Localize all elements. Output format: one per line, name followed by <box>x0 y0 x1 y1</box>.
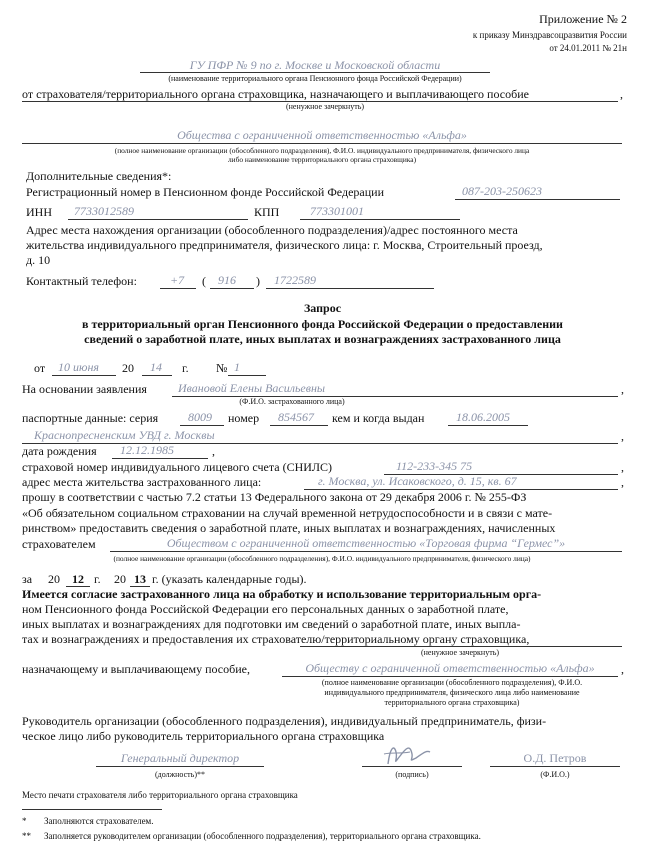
assign-label: назначающему и выплачивающему пособие, <box>22 662 250 676</box>
order-date: от 24.01.2011 № 21н <box>549 43 627 53</box>
inn-line <box>68 219 248 220</box>
assign-caption-2: индивидуального предпринимателя, физического лица либо наименование <box>324 688 580 697</box>
phone-code-line <box>160 288 196 289</box>
head-line-1: Руководитель организации (обособленного подразделения), индивидуальный предприниматель, физи- <box>22 714 547 728</box>
passport-issued-by-line <box>22 443 618 444</box>
basis-value[interactable]: Ивановой Елены Васильевны <box>178 381 326 395</box>
head-line-2: ческое лицо либо руководитель территориального органа страховщика <box>22 729 385 743</box>
phone-number-line <box>266 288 434 289</box>
passport-number-line <box>270 425 328 426</box>
phone-area-code[interactable]: 916 <box>218 273 236 287</box>
period-century-2: 20 <box>114 572 126 586</box>
residence-label: адрес места жительства застрахованного лица: <box>22 475 262 489</box>
signature-name[interactable]: О.Д. Петров <box>523 751 587 765</box>
request-line-1: в территориальный орган Пенсионного фонда Российской Федерации о предоставлении <box>82 317 563 331</box>
insurer-line <box>110 551 622 552</box>
from-line-comma: , <box>620 87 623 101</box>
passport-issued-date[interactable]: 18.06.2005 <box>456 410 510 424</box>
phone-area-line <box>210 288 254 289</box>
body-line-2: «Об обязательном социальном страховании на случай временной нетрудоспособности и в связи с мате- <box>22 506 553 520</box>
passport-issued-by[interactable]: Краснопресненским УВД г. Москвы <box>34 428 215 442</box>
consent-line-4: тах и вознаграждениях и предоставления их страхователю/территориальному органу страховщика, <box>22 632 530 646</box>
assign-caption-1: (полное наименование организации (обособленного подразделения), Ф.И.О. <box>321 678 583 687</box>
from-line-caption: (ненужное зачеркнуть) <box>285 102 365 111</box>
signature-position-line <box>96 766 264 767</box>
consent-underline <box>300 646 622 647</box>
organization-value[interactable]: Общества с ограниченной ответственностью «Альфа» <box>177 128 467 142</box>
request-title: Запрос <box>303 301 342 315</box>
period-g-1: г. <box>94 572 101 586</box>
footnote-1: Заполняются страхователем. <box>44 816 154 826</box>
assign-line <box>282 676 618 677</box>
passport-number-label: номер <box>228 411 260 425</box>
birth-label: дата рождения <box>22 444 97 458</box>
body-line-3: ринством» предоставить сведения о заработной плате, иных выплатах и вознаграждениях, начисленных <box>22 521 556 535</box>
consent-line-1: Имеется согласие застрахованного лица на обработку и использование территориальным орга- <box>22 587 542 601</box>
from-line-text: от страхователя/территориального органа страховщика, назначающего и выплачивающего пособие <box>22 87 529 101</box>
passport-comma: , <box>621 429 624 443</box>
period-g-2: г. (указать календарные годы). <box>152 572 307 586</box>
request-number-line <box>228 375 266 376</box>
phone-open-paren: ( <box>202 274 206 288</box>
snils-value[interactable]: 112-233-345 75 <box>396 459 473 473</box>
snils-label: страховой номер индивидуального лицевого счета (СНИЛС) <box>22 460 333 474</box>
assign-comma: , <box>621 662 624 676</box>
signature-line <box>362 766 462 767</box>
period-year-1[interactable]: 12 <box>72 572 84 586</box>
period-year-2[interactable]: 13 <box>134 572 146 586</box>
signature-caption: (подпись) <box>395 770 429 779</box>
residence-value[interactable]: г. Москва, ул. Исаковского, д. 15, кв. 67 <box>318 474 517 488</box>
appendix-number: Приложение № 2 <box>539 12 627 26</box>
snils-comma: , <box>621 460 624 474</box>
signature-position-caption: (должность)** <box>155 770 205 779</box>
address-line-2: жительства индивидуального предпринимателя, физического лица: г. Москва, Строительный проезд, <box>26 238 543 252</box>
request-day[interactable]: 10 июня <box>58 360 99 374</box>
inn-label: ИНН <box>26 205 52 219</box>
signature-position[interactable]: Генеральный директор <box>120 751 240 765</box>
organization-caption-2: либо наименование территориального органа страховщика) <box>227 155 417 164</box>
assign-value[interactable]: Обществу с ограниченной ответственностью «Альфа» <box>305 661 595 675</box>
signature-name-line <box>490 766 620 767</box>
request-century: 20 <box>122 361 134 375</box>
basis-comma: , <box>621 382 624 396</box>
assign-caption-3: территориального органа страховщика) <box>384 698 520 707</box>
request-number-sign: № <box>216 361 228 375</box>
request-year-line <box>142 375 172 376</box>
kpp-value[interactable]: 773301001 <box>310 204 364 218</box>
recipient-value[interactable]: ГУ ПФР № 9 по г. Москве и Московской области <box>189 58 441 72</box>
passport-number[interactable]: 854567 <box>278 410 314 424</box>
stamp-place: Место печати страхователя либо территориального органа страховщика <box>22 790 298 800</box>
period-for: за <box>22 572 33 586</box>
phone-country-code[interactable]: +7 <box>170 273 185 287</box>
inn-value[interactable]: 7733012589 <box>74 204 134 218</box>
birth-comma: , <box>212 444 215 458</box>
passport-issued-date-line <box>448 425 528 426</box>
recipient-line <box>140 72 490 73</box>
period-century-1: 20 <box>48 572 60 586</box>
phone-label: Контактный телефон: <box>26 274 137 288</box>
organization-line <box>22 143 622 144</box>
residence-comma: , <box>621 475 624 489</box>
phone-number[interactable]: 1722589 <box>274 273 316 287</box>
recipient-caption: (наименование территориального органа Пенсионного фонда Российской Федерации) <box>168 74 462 83</box>
passport-series[interactable]: 8009 <box>188 410 212 424</box>
consent-line-3: иных выплатах и вознаграждениях для подготовки им сведений о заработной плате, иных выпла- <box>22 617 521 631</box>
reg-number-line <box>455 199 620 200</box>
insurer-caption: (полное наименование организации (обособленного подразделения), Ф.И.О. индивидуального предпринимателя, физического лица) <box>113 554 531 563</box>
organization-caption-1: (полное наименование организации (обособленного подразделения), Ф.И.О. индивидуального предпринимателя, физического лица <box>114 146 530 155</box>
consent-caption: (ненужное зачеркнуть) <box>420 648 500 657</box>
reg-number-value[interactable]: 087-203-250623 <box>462 184 542 198</box>
footnote-1-mark: * <box>22 816 27 826</box>
footnote-separator <box>22 809 162 810</box>
birth-value[interactable]: 12.12.1985 <box>120 443 174 457</box>
request-number[interactable]: 1 <box>234 360 240 374</box>
address-line-1: Адрес места нахождения организации (обособленного подразделения)/адрес постоянного места <box>26 223 518 237</box>
signature-name-caption: (Ф.И.О.) <box>540 770 570 779</box>
consent-line-2: ном Пенсионного фонда Российской Федерации его персональных данных о заработной плате, <box>22 602 509 616</box>
address-line-3: д. 10 <box>26 253 51 267</box>
request-day-line <box>52 375 116 376</box>
extra-label: Дополнительные сведения*: <box>26 169 172 183</box>
request-year[interactable]: 14 <box>150 360 162 374</box>
basis-caption: (Ф.И.О. застрахованного лица) <box>239 397 345 406</box>
phone-close-paren: ) <box>256 274 260 288</box>
date-from-label: от <box>34 361 46 375</box>
kpp-line <box>300 219 460 220</box>
basis-label: На основании заявления <box>22 382 147 396</box>
insurer-value[interactable]: Обществом с ограниченной ответственностью «Торговая фирма “Гермес”» <box>166 536 566 550</box>
reg-number-label: Регистрационный номер в Пенсионном фонде Российской Федерации <box>26 185 384 199</box>
request-year-suffix: г. <box>182 361 189 375</box>
insurer-label: страхователем <box>22 537 96 551</box>
passport-issued-label: кем и когда выдан <box>332 411 425 425</box>
passport-label: паспортные данные: серия <box>22 411 159 425</box>
birth-line <box>112 458 208 459</box>
footnote-2-mark: ** <box>22 831 31 841</box>
body-line-1: прошу в соответствии с частью 7.2 статьи 13 Федерального закона от 29 декабря 2006 г. № 255-ФЗ <box>22 490 527 504</box>
request-line-2: сведений о заработной плате, иных выплатах и вознаграждениях застрахованного лица <box>84 332 561 346</box>
footnote-2: Заполняется руководителем организации (обособленного подразделения), территориального органа страховщика. <box>44 831 481 841</box>
kpp-label: КПП <box>254 205 280 219</box>
passport-series-line <box>180 425 224 426</box>
order-reference: к приказу Минздравсоцразвития России <box>472 30 627 40</box>
